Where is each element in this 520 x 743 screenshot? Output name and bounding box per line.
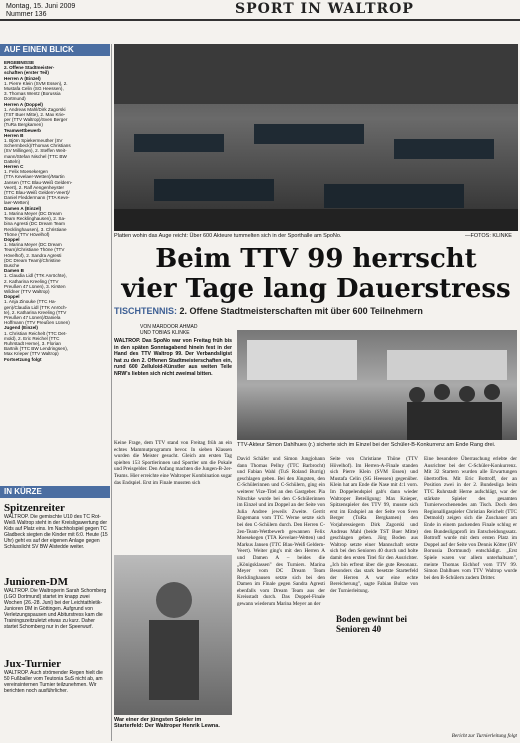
result-line: 1. Felix Moesekergen bbox=[4, 169, 48, 175]
result-line: (TTC Blau-Weiß Geldern-Veert)/ bbox=[4, 190, 70, 196]
lead-paragraph: WALTROP. Das SpoNo war von Freitag früh bis in den späten Sonntagabend hinein fest in der Hand des TTV Waltrop 99. Der Verbandsligist hat zu den 2. Offenen Stadtmeisterschaften ein, rund 600 Zelluloid-Künstler aus weiten Teile NRW's liebten sich nicht zweimal bitten. bbox=[114, 338, 232, 377]
player-photo-caption: War einer der jüngsten Spieler im Starterfeld: Der Waltroper Henrik Lewna. bbox=[114, 717, 220, 729]
result-line: Thöne (TTV Hövelhof) bbox=[4, 231, 50, 237]
result-line: Ruhrstadt Herne), 3. Florian bbox=[4, 340, 61, 346]
result-line: Veert), 2. Ralf Aengenheyster bbox=[4, 184, 65, 190]
result-line: (TuRa Bergkamen) bbox=[4, 122, 43, 128]
article-col-1: Keine Frage, dem TTV stand von Freitag früh an ein echtes Mammutprogramm bevor. In sieben Klassen wurden die Meister gesucht. Gleich am ersten Tag spielten 153 Sportlerinnen und Sportler um die Pokale und Preisgelder. Den Anfang machten die Jungen-B-2er-Teams. Hier erreichte eine Waltroper Kombination sogar das Endspiel. Erst im Finale mussten sich bbox=[114, 440, 232, 486]
result-line: 3. Thomas Wentz (Borussia bbox=[4, 91, 61, 97]
result-line: Doppel bbox=[4, 294, 20, 300]
result-line: per (TTV Waltrop)/Sven Berger bbox=[4, 117, 68, 123]
main-photo bbox=[114, 44, 518, 231]
result-line: Team)/Christiane Thöne (TTV bbox=[4, 247, 65, 253]
brief-text: WALTROP. Die Waltroperin Sarah Schomberg (LGO Dortmund) startet im knapp zwei Wochen (26.-28. Juni) bei der Leichtathletik-Junioren DM in Göttingen. Aufgrund von Verletzungspausen und Abiturstress kam die Trainingszeitzuletzt etwas zu kurz. Daher startet Schomberg nur in der Speerwurf. bbox=[4, 588, 107, 630]
player-illustration bbox=[114, 555, 232, 715]
subhead-box: Boden gewinnt bei Senioren 40 bbox=[336, 614, 416, 634]
result-line: Doppel bbox=[4, 236, 20, 242]
result-line: Bartnik (TTC BW Lendringsen), bbox=[4, 346, 69, 352]
article-col-2: David Schäfer und Simon Jungjohann dann Thomas Pellny (TTC Barbrocht) und Fabian Wahl (TuS Roland Burrig) geschlagen geben. Bei den Jüngsten, den C-Schülerinnen und C-Schülern, ging ein weiterer Vize-Titel an den Gastgeber. Pia Nitschke wurde bei den C-Schülerinnen im Einzel und im Doppel an der Seite von Julia Andree jeweils Zweite. Gerrit Engemann vom TTC Werne setzte sich bei den C-Schülern durch. Den Herren C-2en-Team-Wettbewerb gewannen Felix Moesekegen (TTA Kevelaer-Wetten) und Markus Jansen (TTC Blau-Weiß Geldern-Veert). Weiter ging's mit den Herren A und Damen A – beides die „Königsklassen" des Turniers. Marina Meyer vom DC Dream Team Recklinghausen setzte sich bei den Damen im Finale gegen Sandra Agresti ebenfalls vom Dream Team aus der Kreisstadt durch. Das Doppel-Finale gewann wiederum Marina Meyer an der bbox=[237, 456, 325, 608]
result-line: Schermbeck)/Thomas Christians bbox=[4, 143, 71, 149]
brief-text: WALTROP. Auch strömender Regen hielt die 50 Fußballer vom Teutonia SuS nicht ab, am vereinsinternen Turnier teilzunehmen. Wir berichten noch ausführlicher. bbox=[4, 670, 103, 694]
brief-title: Jux-Turnier bbox=[4, 658, 62, 670]
article-end-note: Bericht zur Turnierleitung folgt bbox=[451, 733, 517, 739]
article-col-4: Eine besondere Überraschung erlebte der Ausrichter bei der C-Schüler-Konkurrenz. Mit 32 Startern wurden alle Erwartungen übertroffen. Mit Eric Bottroff, der an Position zwei in der 2. Bundesliga beim TTC Ruhrstadt Herne aufschlägt, war der stärkste Spieler des gesamten Turnierwochenendes am Tisch. Doch den Regionalligaspieler Christian Reichelt (TTC Detmold) zeigen sich die Zuschauer am Ende in einem packenden Finale schlug er den Bundesligaprofi im Entscheidungssatz. Bottroff wurde mit dem ersten Platz im Doppel auf der Seite von Dennis Kötter (BV Borussia Dortmund) entschädigt. „Erst Spiele waren vor allem unterhaltsam", meinte Thomas Eichhof vom TTV 99. Simon Dahlhues vom TTV Waltrop wurde bei den B-Schülern zudem Dritter. bbox=[424, 456, 517, 581]
brief-title: Junioren-DM bbox=[4, 576, 68, 588]
result-line: (DC Dream Team)/Christine bbox=[4, 257, 61, 263]
award-photo bbox=[237, 330, 517, 440]
result-line: Max Krieper (TTV Waltrop) bbox=[4, 351, 59, 357]
result-line: Herren A (Doppel) bbox=[4, 101, 43, 107]
result-line: Jansen (TTC Blau-Weiß Geldern- bbox=[4, 179, 73, 185]
result-line: Recklinghausen), 3. Christiane bbox=[4, 226, 67, 232]
brief-2 bbox=[4, 576, 108, 630]
result-line: Datteln) bbox=[4, 158, 21, 164]
hall-illustration bbox=[114, 44, 518, 231]
result-line: bina Agresti (DC Dream Team bbox=[4, 221, 65, 227]
result-line: 1. Pierre Klein (SVM Essen), 2. bbox=[4, 80, 68, 86]
result-line: Herren C bbox=[4, 164, 24, 170]
sidebar-heading: AUF EINEN BLICK bbox=[0, 44, 110, 56]
result-line: 1. Anja Zinouke (TTC Ha- bbox=[4, 299, 57, 305]
result-line: Herren A (Einzel) bbox=[4, 75, 41, 81]
result-line: schaften (erster Teil) bbox=[4, 70, 49, 76]
headline-line-2: vier Tage lang Dauerstress bbox=[121, 274, 511, 304]
headline-line-1: Beim TTV 99 herrscht bbox=[155, 244, 477, 274]
result-line: gen)/Claudia Lidl (TTK Anröch- bbox=[4, 304, 68, 310]
result-line: 1. Marina Meyer (DC Dream bbox=[4, 210, 62, 216]
result-line: Hoffmann (TTV Preußen Lünen) bbox=[4, 320, 70, 326]
result-line: 1. Christian Reichelt (TTC Det- bbox=[4, 330, 67, 336]
player-photo bbox=[114, 555, 232, 715]
result-line: mann/Stefan Nischel (TTC BW bbox=[4, 153, 67, 159]
article-col-3: Seite von Christiane Thöne (TTV Hövelhof). Im Herren-A-Finale standen sich Pierre Klein (SVM Essen) und Mustafa Celin (SG Heessen) gegenüber. Klein hat am Ende die Nase mit 4:1 vorn. Im Doppelendspiel gab's dann wieder Waltroper Beteiligung: Max Knieper, Spitzenspieler des TTV 99, musste sich erst im Endspiel an der Seite von Sven Berger (TuRa Bergkamen) den Vorjahressiegern Dirk Zagorski und Andreas Mahl (beide TST Buer Mitte) geschlagen geben. Jörg Boden aus Waltrop setzte einer Mannschaft setzte sich bei den Senioren 40 durch und holte damit den ersten Titel für den Ausrichter. „Ich bin erfreut über die gute Resonanz. Besonders das stark besetzte Starterfeld der Herren A war eine echte Bereicherung", sagte Fabian Bultze von der Turnierleitung. bbox=[330, 456, 418, 594]
result-line: Herren B bbox=[4, 132, 24, 138]
issue-number: Nummer 136 bbox=[6, 11, 47, 18]
result-line: 2. Offene Stadtmeister- bbox=[4, 65, 55, 71]
podium-illustration bbox=[237, 330, 517, 440]
result-line: 2. Katharina Kreeling (TTV bbox=[4, 278, 59, 284]
byline bbox=[140, 324, 240, 336]
byline-author-2: UND TOBIAS KLINKE bbox=[140, 330, 190, 336]
result-line: (TST Buer Mitte), 2. Max Krie- bbox=[4, 112, 66, 118]
result-line: 1. Andreas Mahl/Dirk Zagorski bbox=[4, 106, 66, 112]
brief-text: WALTROP. Die gemischte U10 des TC Rot-Weiß Waltrop steht in der Kreisligawertung der Kids auf Platz eins. Im Nachholspiel gegen TC Gladbeck siegten die Kinder mit 6:0. Heute (15 Uhr) geht es auf der eigenen Anlage gegen Schlusslicht SV BW Alstedde weiter. bbox=[4, 514, 108, 550]
photo-credit: —FOTOS: KLINKE bbox=[465, 233, 512, 239]
result-line: ERGEBNISSE bbox=[4, 60, 35, 65]
issue-date: Montag, 15. Juni 2009 bbox=[6, 3, 76, 10]
brief-1 bbox=[4, 502, 108, 550]
result-line: Hövelhof), 2. Sandra Agresti bbox=[4, 252, 62, 258]
section-title: SPORT IN WALTROP bbox=[235, 1, 414, 17]
result-line: Team Recklinghausen), 2. Sa- bbox=[4, 216, 66, 222]
subheadline-text: 2. Offene Stadtmeisterschaften mit über 600 Teilnehmern bbox=[179, 306, 423, 316]
result-line: mold), 2. Eric Reichel (TTC bbox=[4, 335, 60, 341]
result-line: Jugend (Einzel) bbox=[4, 325, 38, 331]
header-rule bbox=[0, 19, 520, 21]
result-line: Damen B bbox=[4, 268, 24, 274]
brief-title: Spitzenreiter bbox=[4, 502, 65, 514]
result-line: Busche bbox=[4, 262, 20, 268]
result-line: (SV Millingen), 2. Steffen Weit- bbox=[4, 148, 67, 154]
result-line: 1. Marina Meyer (DC Dream bbox=[4, 242, 62, 248]
result-line: 1. Claudia Lidl (TTK Anröchte), bbox=[4, 273, 67, 279]
results-list bbox=[4, 60, 108, 362]
result-line: laer-Wetten) bbox=[4, 200, 30, 206]
brief-3 bbox=[4, 658, 108, 694]
result-line: Wildner (TTV Waltrop) bbox=[4, 288, 50, 294]
result-line: Preußen 47 Lünen)/Daniela bbox=[4, 314, 61, 320]
result-line: Dortmund) bbox=[4, 96, 26, 102]
sidebar-divider bbox=[111, 44, 112, 741]
award-photo-caption: TTV-Akteur Simon Dahlhues (r.) sicherte sich im Einzel bei der Schüler-B-Konkurrenz am Ende Rang drei. bbox=[237, 442, 496, 448]
headline bbox=[114, 244, 518, 304]
result-line: (TTA Kevelaer-Wetten)/Martin bbox=[4, 174, 65, 180]
result-line: te), 2. Katharina Kreeling (TTV bbox=[4, 309, 67, 315]
main-photo-caption: Platten wohin das Auge reicht: Über 600 Akteure tummelten sich in der Sporthalle am SpoNo. bbox=[114, 233, 342, 239]
result-line: Daniel Fleddermann (TTA Keve- bbox=[4, 195, 70, 201]
result-line: Teamwettbewerb bbox=[4, 127, 41, 133]
result-line: Mustafa Celin (SG Heessen), bbox=[4, 86, 64, 92]
byline-author-1: VON MARDOOR AHMAD bbox=[140, 324, 198, 330]
result-line: Damen A (Einzel) bbox=[4, 205, 42, 211]
result-line: 1. Björn Spiekermeuther (SV bbox=[4, 138, 63, 144]
result-line: Preußen 47 Lünen), 3. Kirsten bbox=[4, 283, 66, 289]
kicker: TISCHTENNIS: bbox=[114, 306, 177, 316]
result-line: Fortsetzung folgt bbox=[4, 356, 42, 362]
in-kurze-heading: IN KÜRZE bbox=[0, 486, 110, 498]
subheadline bbox=[114, 306, 518, 316]
